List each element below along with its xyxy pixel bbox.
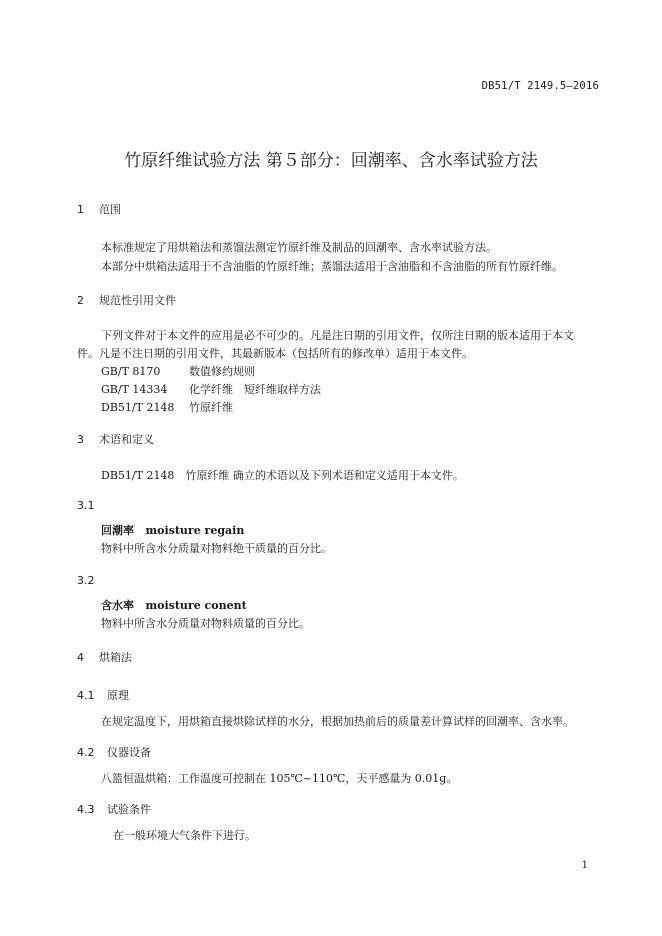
scope-paragraph-2: 本部分中烘箱法适用于不含油脂的竹原纤维；蒸馏法适用于含油脂和不含油脂的所有竹原纤维。 [101,260,563,273]
section-title: 范围 [99,203,121,216]
term-english: moisture conent [145,599,247,612]
reference-item [101,399,233,415]
subsection-heading-4-1 [77,687,129,703]
conditions-paragraph: 在一般环境大气条件下进行。 [113,829,256,842]
terms-intro-paragraph: DB51/T 2148 竹原纤维 确立的术语以及下列术语和定义适用于本文件。 [101,469,464,482]
section-title: 术语和定义 [99,433,154,446]
reference-code: GB/T 14334 [101,383,168,396]
subsection-heading-4-2 [77,744,151,760]
term-heading [101,522,244,538]
section-number: 4 [77,651,84,664]
apparatus-paragraph: 八篮恒温烘箱：工作温度可控制在 105℃~110℃，天平感量为 0.01g。 [101,772,458,785]
references-paragraph-line-1: 下列文件对于本文件的应用是必不可少的。凡是注日期的引用文件，仅所注日期的版本适用于本文 [101,329,574,342]
section-number: 4.1 [77,689,95,702]
section-title: 规范性引用文件 [99,294,176,307]
reference-code: DB51/T 2148 [101,401,175,414]
principle-paragraph: 在规定温度下，用烘箱直接烘除试样的水分，根据加热前后的质量差计算试样的回潮率、含水率。 [101,715,574,728]
section-number: 3 [77,433,84,446]
section-title: 仪器设备 [107,746,151,759]
term-heading [101,597,247,613]
term-definition: 物料中所含水分质量对物料质量的百分比。 [101,617,310,630]
section-heading-2 [77,292,176,308]
section-title: 试验条件 [107,803,151,816]
section-heading-1 [77,201,121,217]
standard-number: DB51/T 2149.5—2016 [481,80,599,92]
section-number: 4.2 [77,746,95,759]
document-title: 竹原纤维试验方法 第５部分：回潮率、含水率试验方法 [124,151,538,171]
reference-item [101,363,255,379]
reference-item [101,381,321,397]
section-title: 原理 [107,689,129,702]
section-number: 2 [77,294,84,307]
term-definition: 物料中所含水分质量对物料绝干质量的百分比。 [101,542,332,555]
scope-paragraph-1: 本标准规定了用烘箱法和蒸馏法测定竹原纤维及制品的回潮率、含水率试验方法。 [101,241,497,254]
subsection-number-3-2: 3.2 [77,574,95,587]
term-english: moisture regain [145,524,245,537]
term-chinese: 含水率 [101,599,134,612]
section-heading-4 [77,649,132,665]
reference-title: 化学纤维 短纤维取样方法 [189,383,321,396]
references-paragraph-line-2: 件。凡是不注日期的引用文件，其最新版本（包括所有的修改单）适用于本文件。 [77,347,473,360]
subsection-number-3-1: 3.1 [77,499,95,512]
page-number: 1 [581,860,588,871]
term-chinese: 回潮率 [101,524,134,537]
reference-title: 数值修约规则 [189,365,255,378]
section-number: 1 [77,203,84,216]
section-number: 4.3 [77,803,95,816]
section-heading-3 [77,431,154,447]
subsection-heading-4-3 [77,801,151,817]
reference-code: GB/T 8170 [101,365,161,378]
reference-title: 竹原纤维 [189,401,233,414]
section-title: 烘箱法 [99,651,132,664]
